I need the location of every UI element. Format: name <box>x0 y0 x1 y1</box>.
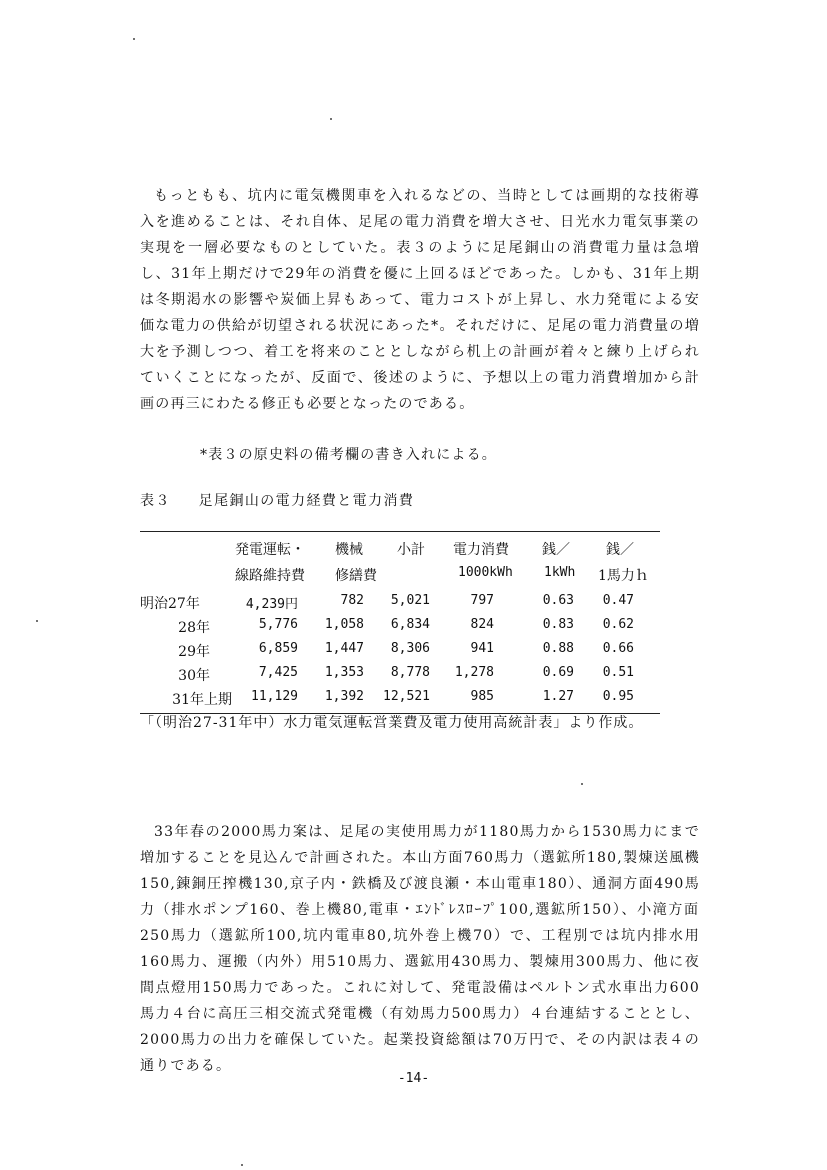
header-generation-cost: 発電運転・ <box>235 542 305 558</box>
row-label: 明治27年 <box>140 596 200 612</box>
scan-speck <box>330 118 332 120</box>
cell-value: 11,129 <box>251 689 298 704</box>
page-number: -14- <box>397 1071 430 1086</box>
cell-value: 824 <box>470 617 494 632</box>
cell-value: 7,425 <box>258 665 298 680</box>
row-label: 28年 <box>178 620 210 636</box>
cell-value: 0.83 <box>542 617 574 632</box>
cell-value: 8,778 <box>390 665 430 680</box>
cell-value: 1,392 <box>324 689 364 704</box>
table-number: 表３ <box>140 493 171 509</box>
header-sen-hp: 銭／ <box>606 542 634 558</box>
header-sen-kwh: 銭／ <box>542 542 570 558</box>
header-unit-mwh: 1000kWh <box>458 565 513 580</box>
cell-value: 6,834 <box>390 617 430 632</box>
cell-value: 985 <box>470 689 494 704</box>
cell-value: 5,021 <box>390 593 430 608</box>
cell-value: 0.69 <box>542 665 574 680</box>
header-unit-hp: 1馬力ｈ <box>598 568 649 584</box>
header-subtotal: 小計 <box>397 542 425 558</box>
cell-value: 0.62 <box>602 617 634 632</box>
cell-value: 797 <box>470 593 494 608</box>
row-label: 30年 <box>178 668 210 684</box>
table-source-note: 「（明治27-31年中）水力電気運転営業費及電力使用高統計表」より作成。 <box>140 715 644 731</box>
scan-speck <box>581 783 583 785</box>
row-label: 29年 <box>178 644 210 660</box>
cell-value: 12,521 <box>383 689 430 704</box>
cell-value: 941 <box>470 641 494 656</box>
table-top-rule <box>140 531 660 532</box>
cell-value: 0.95 <box>602 689 634 704</box>
cell-value: 0.66 <box>602 641 634 656</box>
cell-value: 0.47 <box>602 593 634 608</box>
cell-value: 1,058 <box>324 617 364 632</box>
header-repair: 修繕費 <box>335 568 377 584</box>
cell-value: 0.63 <box>542 593 574 608</box>
body-paragraph-2: 33年春の2000馬力案は、足尾の実使用馬力が1180馬力から1530馬力にまで増加することを見込んで計画された。本山方面760馬力（選鉱所180,製煉送風機150,錬銅圧搾機130,京子内・鉄橋及び渡良瀬・本山電車180）、通洞方面490馬力（排水ポンプ160、巻上機80,電車・ｴﾝﾄﾞﾚｽﾛｰﾌﾟ100,選鉱所150）、小滝方面250馬力（選鉱所100,坑内電車80,坑外巻上機70）で、工程別では坑内排水用160馬力、運搬（内外）用510馬力、選鉱用430馬力、製煉用300馬力、他に夜間点燈用150馬力であった。これに対して、発電設備はペルトン式水車出力600馬力４台に高圧三相交流式発電機（有効馬力500馬力）４台連結することとし、2000馬力の出力を確保していた。起業投資総額は70万円で、その内訳は表４の通りである。 <box>140 824 700 1074</box>
scan-speck <box>241 1164 243 1166</box>
header-line-maintenance: 線路維持費 <box>235 568 305 584</box>
cell-value: 1,447 <box>324 641 364 656</box>
header-consumption: 電力消費 <box>453 542 509 558</box>
cell-value: 5,776 <box>258 617 298 632</box>
header-unit-kwh: 1kWh <box>544 565 576 580</box>
table-title: 足尾銅山の電力経費と電力消費 <box>198 493 415 509</box>
scan-speck <box>36 620 38 622</box>
cell-value: 4,239円 <box>245 597 298 612</box>
table-caption <box>140 490 414 510</box>
cell-value: 782 <box>340 593 364 608</box>
footnote: *表３の原史料の備考欄の書き入れによる。 <box>200 447 497 463</box>
scan-speck <box>133 38 135 40</box>
header-machine: 機械 <box>335 542 363 558</box>
cell-value: 1,353 <box>324 665 364 680</box>
cell-value: 1,278 <box>454 665 494 680</box>
cell-value: 0.88 <box>542 641 574 656</box>
cell-value: 0.51 <box>602 665 634 680</box>
cell-value: 8,306 <box>390 641 430 656</box>
cell-value: 1.27 <box>542 689 574 704</box>
row-label: 31年上期 <box>172 692 232 708</box>
cell-value: 6,859 <box>258 641 298 656</box>
body-paragraph-1: もっともも、坑内に電気機関車を入れるなどの、当時としては画期的な技術導入を進めることは、それ自体、足尾の電力消費を増大させ、日光水力電気事業の実現を一層必要なものとしていた。表３のように足尾銅山の消費電力量は急増し、31年上期だけで29年の消費を優に上回るほどであった。しかも、31年上期は冬期渇水の影響や炭価上昇もあって、電力コストが上昇し、水力発電による安価な電力の供給が切望される状況にあった*。それだけに、足尾の電力消費量の増大を予測しつつ、着工を将来のこととしながら机上の計画が着々と練り上げられていくことになったが、反面で、後述のように、予想以上の電力消費増加から計画の再三にわたる修正も必要となったのである。 <box>140 188 700 412</box>
